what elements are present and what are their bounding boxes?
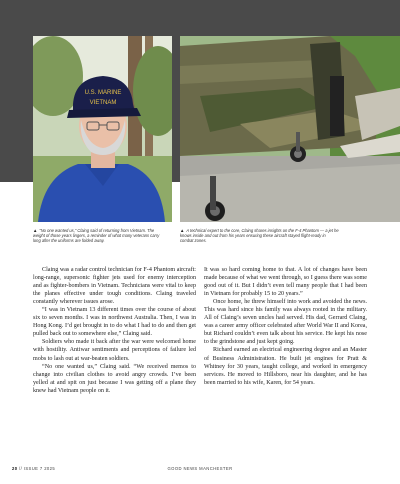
article-paragraph: Soldiers who made it back after the war were welcomed home with hostility. Antiwar sentiments and perceptions of failure led mobs to lash out at war-beaten soldiers. bbox=[33, 339, 196, 362]
caption-left-text: “No one wanted us,” Claing said of returning from Vietnam. The weight of those years lingers, a reminder of what many veterans carry long after the uniforms are folded away. bbox=[33, 228, 160, 244]
caption-arrow-icon: ▲ bbox=[33, 228, 38, 233]
cap-text-bottom: VIETNAM bbox=[89, 100, 117, 106]
photo-caption-left bbox=[33, 228, 161, 243]
article-paragraph: “No one wanted us,” Claing said. “We received memos to change into civilian clothes to avoid angry crowds. I’ve been yelled at and spit on just because I was getting off a plane they knew had Vietnam people on it. bbox=[33, 363, 196, 394]
page-footer bbox=[0, 466, 400, 474]
veteran-portrait-photo bbox=[33, 36, 172, 222]
article-column-left bbox=[33, 266, 196, 395]
f4-phantom-jet-photo bbox=[180, 36, 400, 222]
page-number: 20 bbox=[12, 466, 18, 471]
article-paragraph: “I was in Vietnam 13 different times over the course of about six to seven months. I was in northwest Australia. Then, I was in Hong Kong. I’d get brought in to do what I had to do and then get pulled back out to somewhere else,” Claing said. bbox=[33, 307, 196, 338]
article-paragraph: It was so hard coming home to that. A lot of changes have been made because of what we went through, so I guess there was some good out of it. But I didn’t even tell many people that I had been in Vietnam for probably 15 to 20 years.” bbox=[204, 267, 367, 298]
article-paragraph: Richard earned an electrical engineering degree and an Master of Business Administration. He built jet engines for Pratt & Whitney for 30 years, taught college, and worked in emergency services. He moved to Hillsboro, near his daughter, and he has been married to his wife, Karen, for 54 years. bbox=[204, 347, 367, 386]
publication-name: GOOD NEWS MANCHESTER bbox=[167, 466, 233, 471]
issue-label: ISSUE 7 2025 bbox=[23, 466, 56, 471]
article-paragraph: Claing was a radar control technician for F-4 Phantom aircraft: long-range, supersonic fighter jets used for enemy interception and as fighter-bombers in Vietnam. Technicians were vital to keep the planes effective under tough conditions. Claing traveled constantly wherever issues arose. bbox=[33, 267, 196, 306]
photo-caption-right bbox=[180, 228, 340, 243]
article-paragraph: Once home, he threw himself into work and avoided the news. This was hard since his family was always rooted in the military. All of Claing’s seven uncles had served. His dad, Gerrard Claing, was a career army officer celebrated after World War II and Korea, but Richard couldn’t even talk about his service. He kept his nose to the grindstone and just kept going. bbox=[204, 299, 367, 346]
caption-arrow-icon: ▲ bbox=[180, 228, 185, 233]
caption-right-text: A technical expert to the core, Claing shares insights on the F-4 Phantom — a jet he knows inside and out from his years ensuring these aircraft stayed flight-ready in combat zones. bbox=[180, 228, 339, 244]
footer-separator: // bbox=[19, 466, 23, 471]
cap-text-top: U.S. MARINE bbox=[84, 90, 122, 96]
article-column-right bbox=[204, 266, 367, 387]
